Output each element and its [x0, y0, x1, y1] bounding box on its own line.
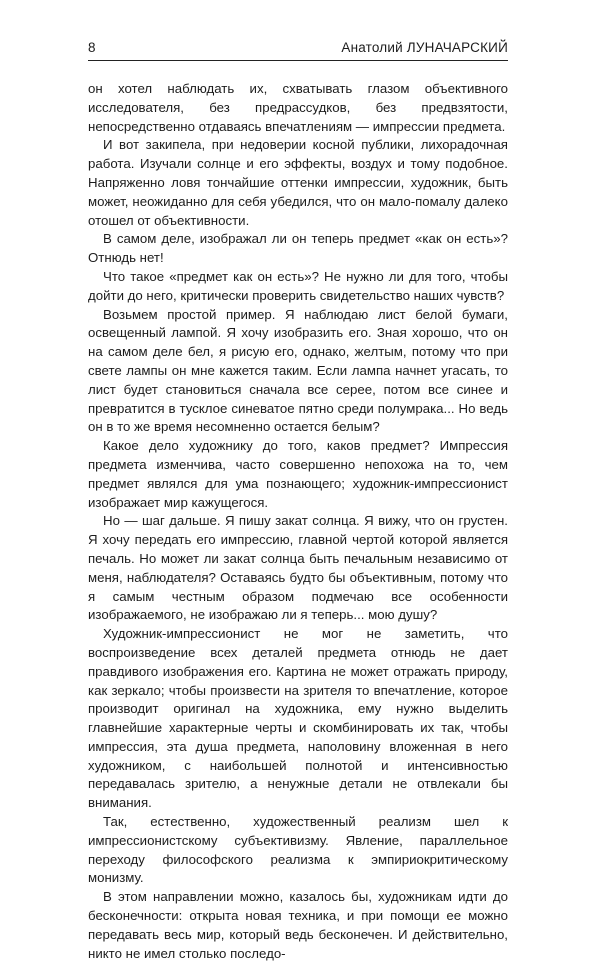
- page-header: [88, 38, 508, 61]
- paragraph: Так, естественно, художественный реализм шел к импрессионистскому субъективизму. Явление, параллельное переходу философского реализма к эмпириокритическому монизму.: [88, 814, 508, 886]
- paragraph: Что такое «предмет как он есть»? Не нужно ли для того, чтобы дойти до него, критически проверить свидетельство наших чувств?: [88, 268, 508, 303]
- paragraph: Но — шаг дальше. Я пишу закат солнца. Я вижу, что он грустен. Я хочу передать его импрессию, главной чертой которой является печаль. Но может ли закат солнца быть печальным независимо от меня, наблюдателя? Оставаясь будто бы объективным, потому что я самым честным образом подмечаю все особенности изображаемого, не изображаю ли я теперь... мою душу?: [88, 513, 508, 623]
- paragraph: Какое дело художнику до того, каков предмет? Импрессия предмета изменчива, часто совершенно непохожа на то, чем предмет являлся для ума познающего; художник-импрессионист изображает мир кажущегося.: [88, 438, 508, 510]
- body-text: [88, 80, 508, 963]
- paragraph: Возьмем простой пример. Я наблюдаю лист белой бумаги, освещенный лампой. Я хочу изобразить его. Зная хорошо, что он на самом деле бел, я рисую его, однако, желтым, потому что при свете лампы он мне кажется таким. Если лампа начнет угасать, то лист будет становиться сначала все серее, потом все синее и превратится в тусклое синеватое пятно среди полумрака... Но ведь он в то же время несомненно остается белым?: [88, 306, 508, 435]
- paragraph: В самом деле, изображал ли он теперь предмет «как он есть»? Отнюдь нет!: [88, 231, 508, 266]
- paragraph: И вот закипела, при недоверии косной публики, лихорадочная работа. Изучали солнце и его эффекты, воздух и тому подобное. Напряженно ловя тончайшие оттенки импрессии, художник, быть может, неожиданно для себя убедился, что он мало-помалу далеко отошел от объективности.: [88, 137, 508, 228]
- page-number: 8: [88, 40, 96, 55]
- paragraph: он хотел наблюдать их, схватывать глазом объективного исследователя, без предрассудков, без предвзятости, непосредственно отдаваясь впечатлениям — импрессии предмета.: [88, 81, 508, 134]
- paragraph: В этом направлении можно, казалось бы, художникам идти до бесконечности: открыта новая техника, и при помощи ее можно передавать весь мир, который ведь бесконечен. И действительно, никто не имел столько последо-: [88, 889, 508, 961]
- running-head-author: Анатолий ЛУНАЧАРСКИЙ: [341, 40, 508, 55]
- paragraph: Художник-импрессионист не мог не заметить, что воспроизведение всех деталей предмета отнюдь не дает правдивого изображения его. Картина не может отражать природу, как зеркало; чтобы произвести на зрителя то впечатление, которое производит оригинал на художника, ему нужно выделить главнейшие характерные черты и скомбинировать их так, чтобы импрессия, эта душа предмета, наполовину вложенная в него художником, с наибольшей полнотой и интенсивностью передавалась зрителю, а ненужные детали не отвлекали бы внимания.: [88, 626, 508, 811]
